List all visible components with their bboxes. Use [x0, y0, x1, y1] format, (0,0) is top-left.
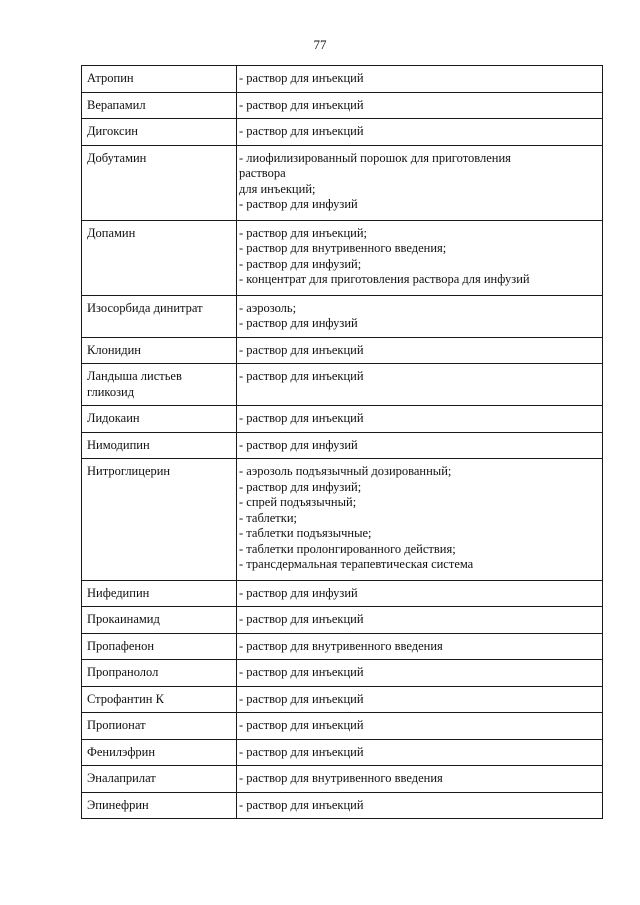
dosage-forms: - раствор для инъекций — [237, 92, 603, 119]
dosage-forms: - раствор для инъекций — [237, 607, 603, 634]
dosage-forms: - раствор для инъекций — [237, 364, 603, 406]
dosage-forms: - раствор для инфузий — [237, 432, 603, 459]
table-row — [82, 792, 603, 819]
dosage-forms: - раствор для инъекций — [237, 713, 603, 740]
drug-table — [81, 65, 603, 819]
table-row — [82, 713, 603, 740]
drug-name: Лидокаин — [82, 406, 237, 433]
dosage-forms: - раствор для инъекций — [237, 66, 603, 93]
table-row — [82, 92, 603, 119]
drug-name: Атропин — [82, 66, 237, 93]
table-row — [82, 364, 603, 406]
drug-name: Эналаприлат — [82, 766, 237, 793]
table-row — [82, 119, 603, 146]
dosage-forms: - раствор для инъекций — [237, 660, 603, 687]
table-row — [82, 660, 603, 687]
dosage-forms: - раствор для внутривенного введения — [237, 766, 603, 793]
drug-name: Клонидин — [82, 337, 237, 364]
drug-name: Эпинефрин — [82, 792, 237, 819]
page-number: 77 — [313, 37, 327, 52]
table-row — [82, 633, 603, 660]
dosage-forms: - раствор для инъекций; - раствор для внутривенного введения; - раствор для инфузий; - концентрат для приготовления раствора для инфузий — [237, 220, 603, 295]
table-row — [82, 66, 603, 93]
drug-name: Дигоксин — [82, 119, 237, 146]
drug-name: Строфантин К — [82, 686, 237, 713]
dosage-forms: - раствор для инъекций — [237, 792, 603, 819]
drug-name: Нитроглицерин — [82, 459, 237, 581]
drug-name: Нимодипин — [82, 432, 237, 459]
table-row — [82, 766, 603, 793]
table-row — [82, 295, 603, 337]
table-row — [82, 459, 603, 581]
drug-name: Нифедипин — [82, 580, 237, 607]
drug-name: Верапамил — [82, 92, 237, 119]
drug-name: Пропионат — [82, 713, 237, 740]
drug-name: Ландыша листьев гликозид — [82, 364, 237, 406]
table-row — [82, 337, 603, 364]
dosage-forms: - раствор для внутривенного введения — [237, 633, 603, 660]
table-row — [82, 145, 603, 220]
dosage-forms: - раствор для инъекций — [237, 337, 603, 364]
dosage-forms: - лиофилизированный порошок для приготовления раствора для инъекций; - раствор для инфузий — [237, 145, 603, 220]
drug-name: Добутамин — [82, 145, 237, 220]
drug-name: Прокаинамид — [82, 607, 237, 634]
drug-name: Изосорбида динитрат — [82, 295, 237, 337]
dosage-forms: - раствор для инъекций — [237, 686, 603, 713]
table-row — [82, 432, 603, 459]
dosage-forms: - аэрозоль подъязычный дозированный; - раствор для инфузий; - спрей подъязычный; - таблетки; - таблетки подъязычные; - таблетки пролонгированного действия; - трансдермальная терапевтическая система — [237, 459, 603, 581]
drug-name: Фенилэфрин — [82, 739, 237, 766]
drug-name: Допамин — [82, 220, 237, 295]
dosage-forms: - раствор для инъекций — [237, 739, 603, 766]
table-row — [82, 220, 603, 295]
dosage-forms: - раствор для инфузий — [237, 580, 603, 607]
table-row — [82, 406, 603, 433]
dosage-forms: - раствор для инъекций — [237, 406, 603, 433]
table-row — [82, 607, 603, 634]
drug-name: Пропафенон — [82, 633, 237, 660]
drug-name: Пропранолол — [82, 660, 237, 687]
dosage-forms: - аэрозоль; - раствор для инфузий — [237, 295, 603, 337]
table-row — [82, 739, 603, 766]
table-row — [82, 686, 603, 713]
table-row — [82, 580, 603, 607]
dosage-forms: - раствор для инъекций — [237, 119, 603, 146]
